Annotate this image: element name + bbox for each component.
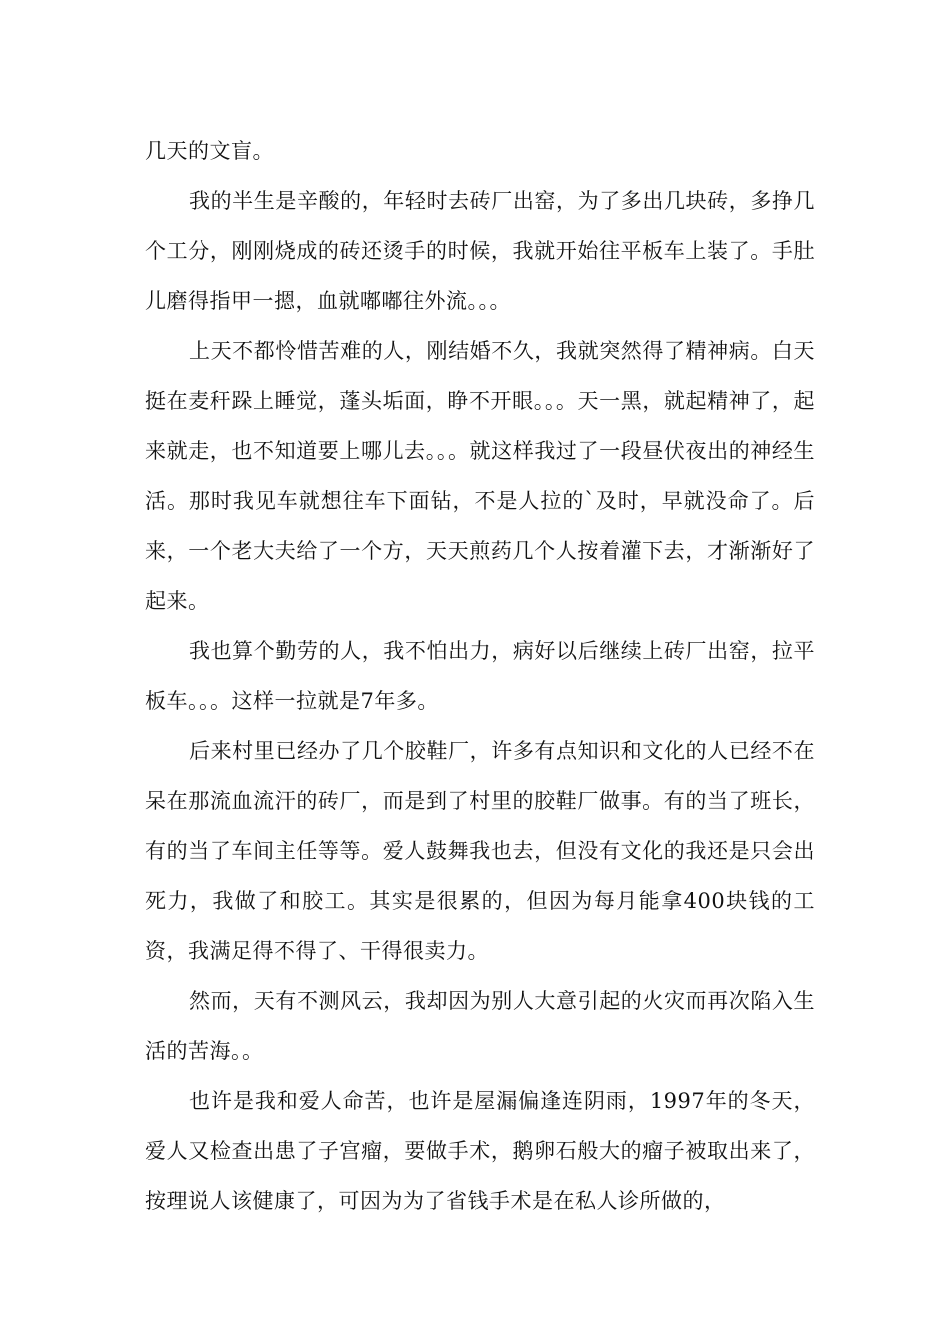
paragraph-5: 后来村里已经办了几个胶鞋厂，许多有点知识和文化的人已经不在呆在那流血流汗的砖厂，而是到了村里的胶鞋厂做事。有的当了班长，有的当了车间主任等等。爱人鼓舞我也去，但没有文化的我还是只会出死力，我做了和胶工。其实是很累的，但因为每月能拿400块钱的工资，我满足得不得了、干得很卖力。 xyxy=(145,739,815,963)
paragraph-3: 上天不都怜惜苦难的人，刚结婚不久，我就突然得了精神病。白天挺在麦秆跺上睡觉，蓬头垢面，睁不开眼。。。天一黑，就起精神了，起来就走，也不知道要上哪儿去。。。就这样我过了一段昼伏夜出的神经生活。那时我见车就想往车下面钻，不是人拉的`及时，早就没命了。后来，一个老大夫给了一个方，天天煎药几个人按着灌下去，才渐渐好了起来。 xyxy=(145,339,815,613)
paragraph-6: 然而，天有不测风云，我却因为别人大意引起的火灾而再次陷入生活的苦海。。 xyxy=(145,989,815,1063)
paragraph-1: 几天的文盲。 xyxy=(145,139,274,163)
paragraph-2: 我的半生是辛酸的，年轻时去砖厂出窑，为了多出几块砖，多挣几个工分，刚刚烧成的砖还烫手的时候，我就开始往平板车上装了。手肚儿磨得指甲一摁，血就嘟嘟往外流。。。 xyxy=(145,189,815,313)
body-text xyxy=(145,126,815,1226)
paragraph-4: 我也算个勤劳的人，我不怕出力，病好以后继续上砖厂出窑，拉平板车。。。这样一拉就是7年多。 xyxy=(145,639,815,713)
paragraph-7: 也许是我和爱人命苦，也许是屋漏偏逢连阴雨，1997年的冬天，爱人又检查出患了子宫瘤，要做手术，鹅卵石般大的瘤子被取出来了，按理说人该健康了，可因为为了省钱手术是在私人诊所做的， xyxy=(145,1089,815,1213)
